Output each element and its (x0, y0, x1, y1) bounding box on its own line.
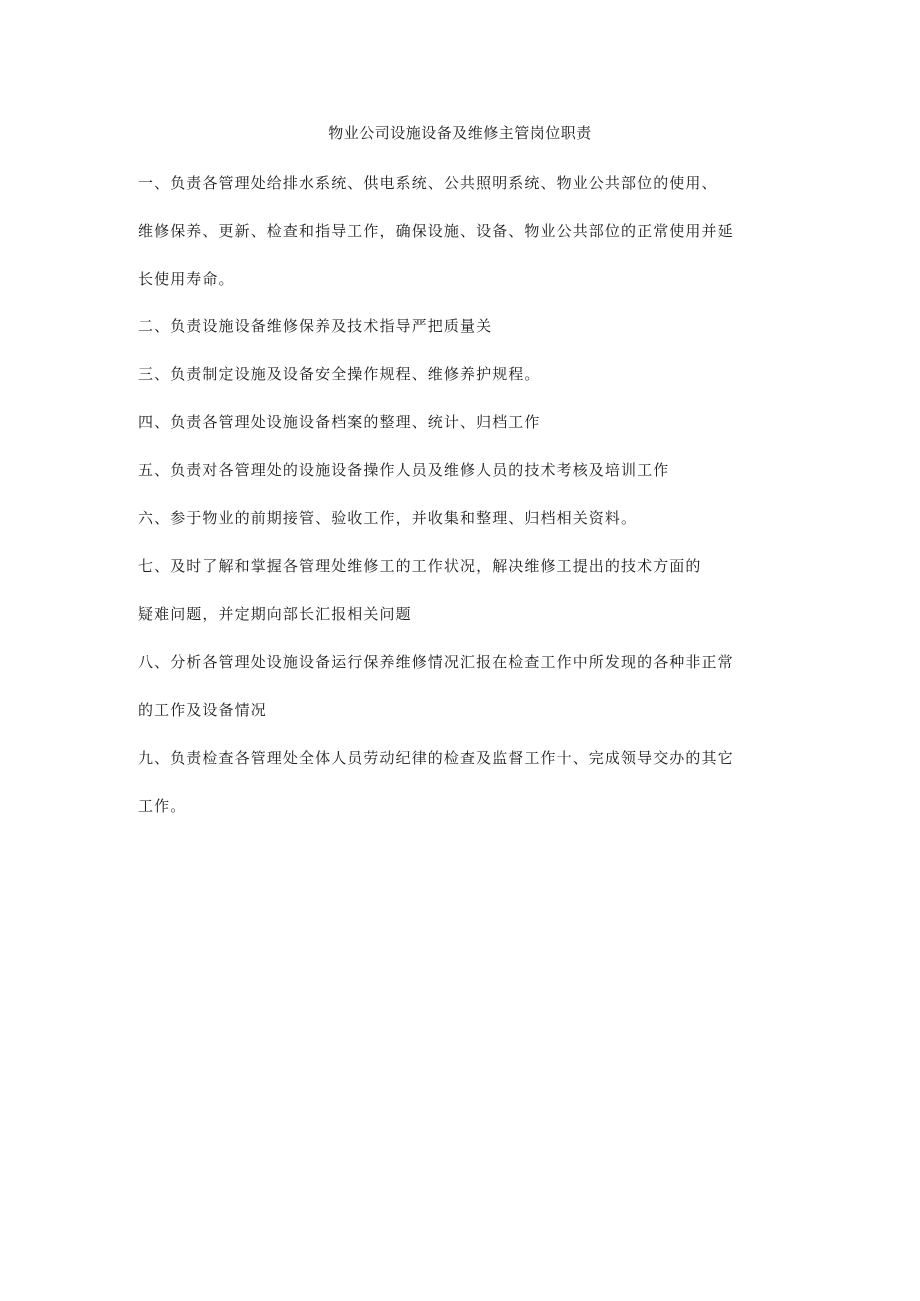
text-line-13: 九、负责检查各管理处全体人员劳动纪律的检查及监督工作十、完成领导交办的其它 (138, 749, 734, 767)
document-title: 物业公司设施设备及维修主管岗位职责 (328, 124, 592, 142)
text-line-2: 维修保养、更新、检查和指导工作，确保设施、设备、物业公共部位的正常使用并延 (138, 222, 734, 240)
text-line-9: 七、及时了解和掌握各管理处维修工的工作状况，解决维修工提出的技术方面的 (138, 557, 702, 575)
text-line-6: 四、负责各管理处设施设备档案的整理、统计、归档工作 (138, 413, 541, 431)
text-line-7: 五、负责对各管理处的设施设备操作人员及维修人员的技术考核及培训工作 (138, 461, 670, 479)
text-line-11: 八、分析各管理处设施设备运行保养维修情况汇报在检查工作中所发现的各种非正常 (138, 653, 734, 671)
text-line-8: 六、参于物业的前期接管、验收工作，并收集和整理、归档相关资料。 (138, 509, 638, 527)
text-line-5: 三、负责制定设施及设备安全操作规程、维修养护规程。 (138, 365, 541, 383)
text-line-1: 一、负责各管理处给排水系统、供电系统、公共照明系统、物业公共部位的使用、 (138, 174, 718, 192)
text-line-14: 工作。 (138, 797, 187, 815)
text-line-10: 疑难问题，并定期向部长汇报相关问题 (138, 605, 412, 623)
text-line-4: 二、负责设施设备维修保养及技术指导严把质量关 (138, 317, 493, 335)
text-line-3: 长使用寿命。 (138, 270, 235, 288)
text-line-12: 的工作及设备情况 (138, 701, 267, 719)
